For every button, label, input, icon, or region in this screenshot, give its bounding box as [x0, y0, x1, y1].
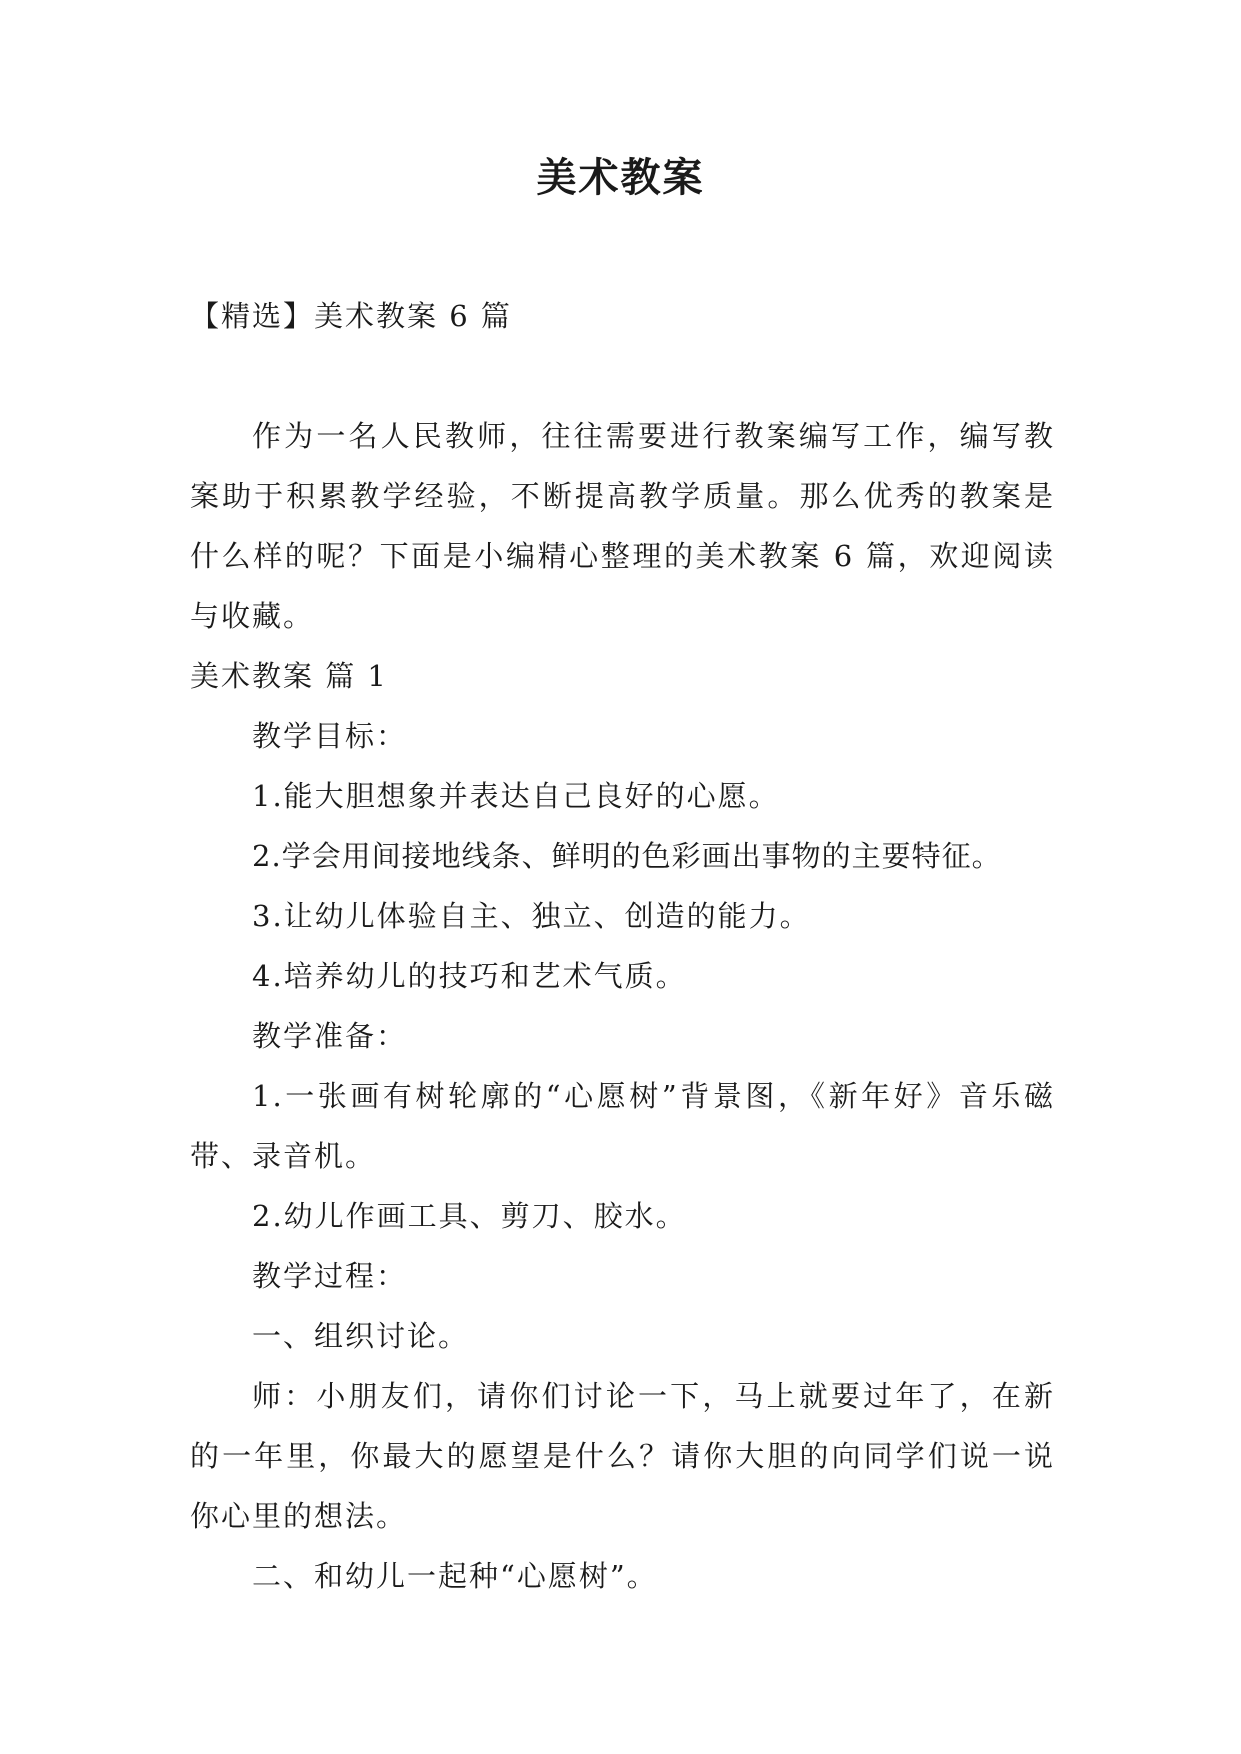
document-subtitle: 【精选】美术教案 6 篇 — [190, 299, 512, 333]
objective-item: 1.能大胆想象并表达自己良好的心愿。 — [252, 779, 780, 813]
process-step: 一、组织讨论。 — [252, 1319, 470, 1353]
intro-paragraph: 作为一名人民教师，往往需要进行教案编写工作，编写教案助于积累教学经验，不断提高教学质量。那么优秀的教案是什么样的呢？下面是小编精心整理的美术教案 6 篇，欢迎阅读与收藏。 — [190, 419, 1055, 633]
process-step: 二、和幼儿一起种“心愿树”。 — [252, 1559, 658, 1593]
document-body — [190, 406, 1055, 1606]
preparation-item: 1.一张画有树轮廓的“心愿树”背景图，《新年好》音乐磁带、录音机。 — [190, 1079, 1055, 1173]
teacher-dialogue: 师：小朋友们，请你们讨论一下，马上就要过年了，在新的一年里，你最大的愿望是什么？请你大胆的向同学们说一说你心里的想法。 — [190, 1379, 1055, 1533]
document-title: 美术教案 — [536, 155, 705, 201]
section-heading: 美术教案 篇 1 — [190, 659, 388, 693]
objectives-heading: 教学目标： — [252, 719, 408, 753]
objective-item: 4.培养幼儿的技巧和艺术气质。 — [252, 959, 687, 993]
objective-item: 2.学会用间接地线条、鲜明的色彩画出事物的主要特征。 — [252, 839, 1002, 873]
process-heading: 教学过程： — [252, 1259, 408, 1293]
preparation-heading: 教学准备： — [252, 1019, 408, 1053]
preparation-item: 2.幼儿作画工具、剪刀、胶水。 — [252, 1199, 687, 1233]
objective-item: 3.让幼儿体验自主、独立、创造的能力。 — [252, 899, 811, 933]
